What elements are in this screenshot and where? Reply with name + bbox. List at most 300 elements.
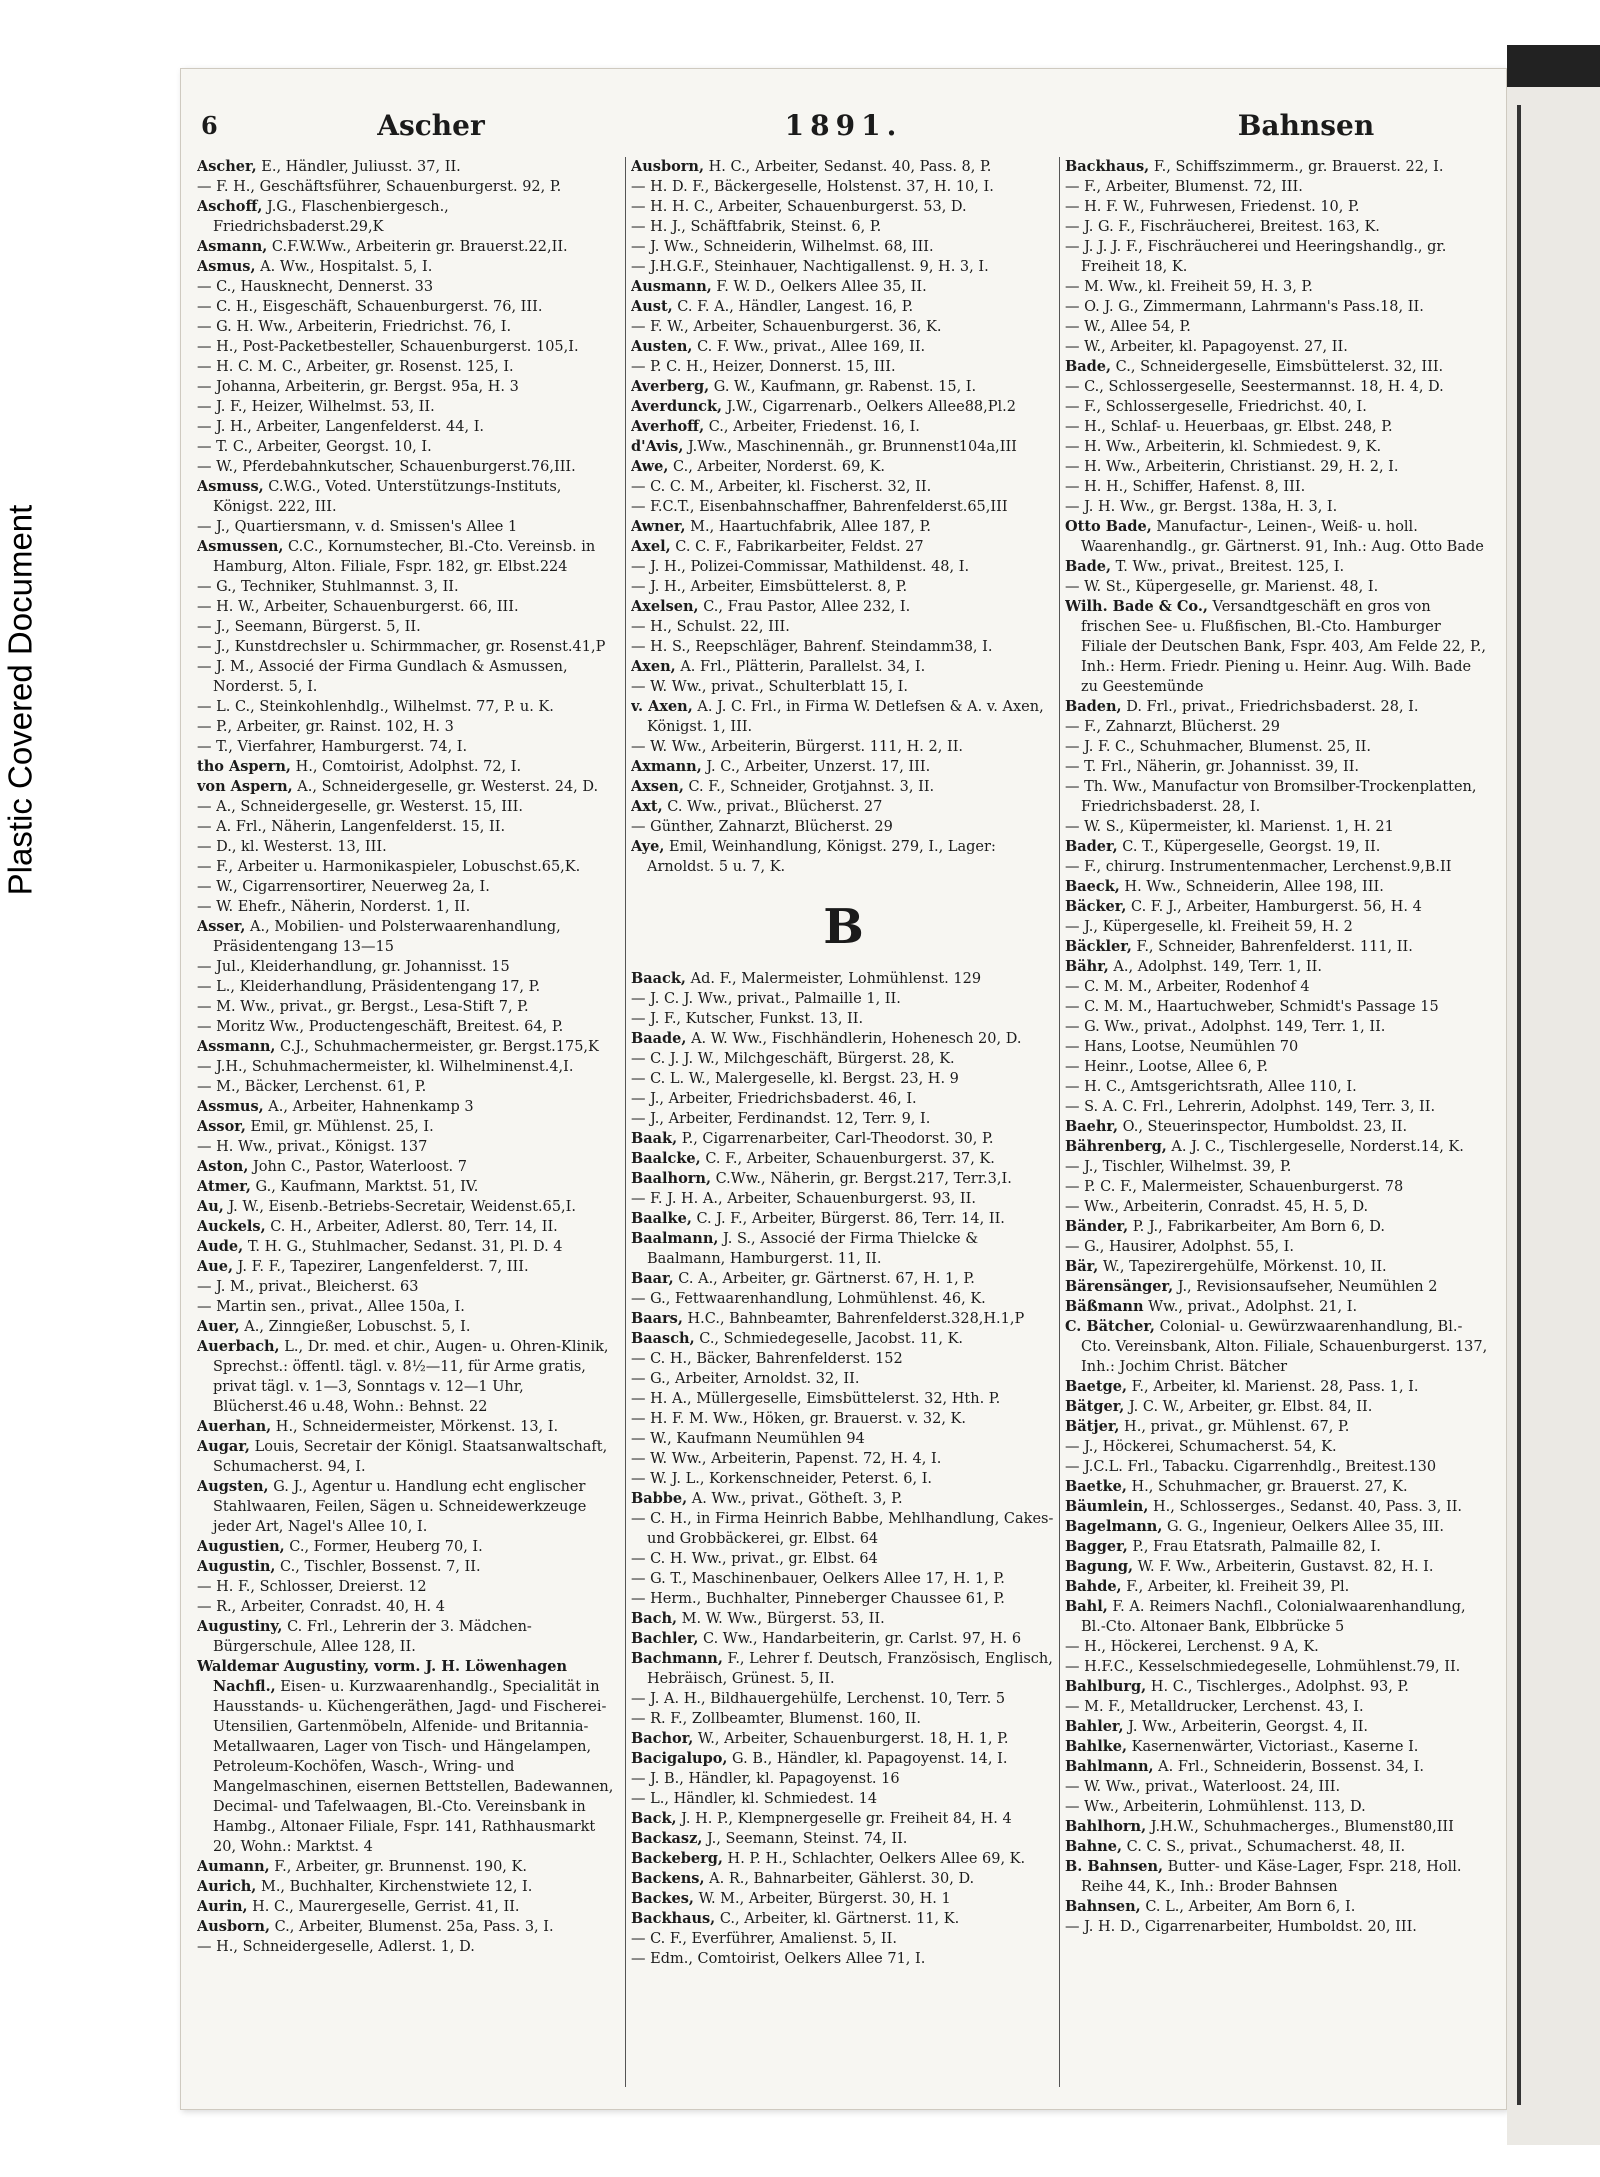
entry-details: C., Arbeiter, Blumenst. 25a, Pass. 3, I.: [270, 1919, 554, 1935]
entry-details: — J.H.G.F., Steinhauer, Nachtigallenst. 9, H. 3, I.: [631, 259, 989, 275]
entry-details: — C. M. M., Haartuchweber, Schmidt's Passage 15: [1065, 999, 1439, 1015]
directory-entry: [631, 1869, 1056, 1889]
entry-details: — H. F., Schlosser, Dreierst. 12: [197, 1579, 427, 1595]
entry-details: — H. D. F., Bäckergeselle, Holstenst. 37, H. 10, I.: [631, 179, 994, 195]
entry-surname: Awe,: [631, 458, 669, 475]
directory-entry: [631, 737, 1056, 757]
directory-entry: [631, 157, 1056, 177]
entry-details: C. Frl., Lehrerin der 3. Mädchen-Bürgerschule, Allee 128, II.: [213, 1619, 532, 1655]
directory-entry: [1065, 997, 1490, 1017]
entry-details: P., Cigarrenarbeiter, Carl-Theodorst. 30, P.: [677, 1131, 994, 1147]
entry-surname: Augustiny,: [197, 1618, 283, 1635]
entry-details: — W. Ww., privat., Schulterblatt 15, I.: [631, 679, 909, 695]
directory-entry: [197, 977, 622, 997]
directory-entry: [631, 177, 1056, 197]
directory-entry: [1065, 1237, 1490, 1257]
year-heading: 1891.: [784, 109, 903, 142]
directory-entry: [1065, 337, 1490, 357]
entry-details: — M. F., Metalldrucker, Lerchenst. 43, I.: [1065, 1699, 1364, 1715]
entry-details: — Martin sen., privat., Allee 150a, I.: [197, 1299, 465, 1315]
entry-details: — C. H., Eisgeschäft, Schauenburgerst. 76, III.: [197, 299, 543, 315]
directory-entry: [1065, 1117, 1490, 1137]
directory-entry: [197, 1057, 622, 1077]
entry-details: — H. C., Amtsgerichtsrath, Allee 110, I.: [1065, 1079, 1357, 1095]
directory-entry: [631, 1729, 1056, 1749]
entry-details: — H.F.C., Kesselschmiedegeselle, Lohmühlenst.79, II.: [1065, 1659, 1461, 1675]
directory-entry: [1065, 357, 1490, 377]
directory-entry: [631, 1369, 1056, 1389]
directory-entry: [1065, 1737, 1490, 1757]
directory-entry: [1065, 497, 1490, 517]
entry-surname: Axelsen,: [631, 598, 699, 615]
right-catchword: Bahnsen: [1237, 109, 1375, 142]
directory-entry: [1065, 1457, 1490, 1477]
entry-details: C., Schmiedegeselle, Jacobst. 11, K.: [694, 1331, 964, 1347]
entry-details: — J., Höckerei, Schumacherst. 54, K.: [1065, 1439, 1337, 1455]
entry-details: — A. Frl., Näherin, Langenfelderst. 15, II.: [197, 819, 506, 835]
entry-details: C. Ww., privat., Blücherst. 27: [662, 799, 883, 815]
entry-details: P. J., Fabrikarbeiter, Am Born 6, D.: [1128, 1219, 1386, 1235]
directory-entry: [1065, 717, 1490, 737]
entry-details: — H. Ww., privat., Königst. 137: [197, 1139, 428, 1155]
entry-details: — W. S., Küpermeister, kl. Marienst. 1, H. 21: [1065, 819, 1394, 835]
entry-surname: Asmann,: [197, 238, 268, 255]
directory-entry: [197, 1917, 622, 1937]
directory-entry: [197, 1937, 622, 1957]
directory-entry: [197, 1017, 622, 1037]
entry-surname: Ausborn,: [197, 1918, 270, 1935]
directory-entry: [631, 217, 1056, 237]
directory-entry: [1065, 577, 1490, 597]
directory-entry: [197, 857, 622, 877]
directory-entry: [1065, 817, 1490, 837]
directory-entry: [197, 257, 622, 277]
entry-details: — M., Bäcker, Lerchenst. 61, P.: [197, 1079, 427, 1095]
directory-entry: [1065, 1397, 1490, 1417]
entry-details: A., Schneidergeselle, gr. Westerst. 24, D.: [292, 779, 599, 795]
entry-details: F. W. D., Oelkers Allee 35, II.: [711, 279, 927, 295]
entry-details: — O. J. G., Zimmermann, Lahrmann's Pass.18, II.: [1065, 299, 1424, 315]
entry-surname: Baade,: [631, 1030, 687, 1047]
entry-surname: Baalhorn,: [631, 1170, 711, 1187]
directory-entry: [631, 1589, 1056, 1609]
entry-details: A. R., Bahnarbeiter, Gählerst. 30, D.: [704, 1871, 975, 1887]
adjacent-page-edge: [1507, 45, 1600, 2145]
entry-details: — J., Arbeiter, Friedrichsbaderst. 46, I.: [631, 1091, 917, 1107]
directory-entry: [197, 1597, 622, 1617]
entry-surname: Bade,: [1065, 558, 1112, 575]
entry-surname: Asser,: [197, 918, 246, 935]
entry-details: — J. J. J. F., Fischräucherei und Heeringshandlg., gr. Freiheit 18, K.: [1065, 239, 1447, 275]
directory-entry: [197, 577, 622, 597]
directory-entry: [631, 1849, 1056, 1869]
entry-surname: Awner,: [631, 518, 686, 535]
directory-entry: [197, 657, 622, 697]
directory-entry: [631, 237, 1056, 257]
entry-details: — F., Zahnarzt, Blücherst. 29: [1065, 719, 1280, 735]
entry-details: J. W., Eisenb.-Betriebs-Secretair, Weidenst.65,I.: [223, 1199, 576, 1215]
directory-entry: [631, 417, 1056, 437]
entry-surname: Ascher,: [197, 158, 257, 175]
entry-details: H., Comtoirist, Adolphst. 72, I.: [290, 759, 522, 775]
entry-surname: Backhaus,: [631, 1910, 716, 1927]
column-1: [197, 157, 622, 2097]
entry-details: Butter- und Käse-Lager, Fspr. 218, Holl. Reihe 44, K., Inh.: Broder Bahnsen: [1081, 1859, 1462, 1895]
entry-details: — G. H. Ww., Arbeiterin, Friedrichst. 76, I.: [197, 319, 512, 335]
directory-entry: [631, 837, 1056, 877]
directory-entry: [197, 1037, 622, 1057]
entry-surname: Assor,: [197, 1118, 246, 1135]
directory-entry: [631, 637, 1056, 657]
entry-details: H. C., Maurergeselle, Gerrist. 41, II.: [247, 1899, 520, 1915]
entry-surname: Waldemar Augustiny, vorm. J. H. Löwenhagen Nachfl.,: [197, 1658, 567, 1695]
column-3: [1065, 157, 1490, 2097]
directory-entry: [631, 437, 1056, 457]
directory-entry: [1065, 557, 1490, 577]
entry-details: — C. C. M., Arbeiter, kl. Fischerst. 32, II.: [631, 479, 932, 495]
column-rule-1: [625, 157, 626, 2087]
entry-details: — Heinr., Lootse, Allee 6, P.: [1065, 1059, 1269, 1075]
entry-details: — J., Arbeiter, Ferdinandst. 12, Terr. 9, I.: [631, 1111, 931, 1127]
entry-details: — C. M. M., Arbeiter, Rodenhof 4: [1065, 979, 1310, 995]
entry-surname: Augustien,: [197, 1538, 285, 1555]
entry-details: J. H. P., Klempnergeselle gr. Freiheit 84, H. 4: [676, 1811, 1012, 1827]
directory-entry: [197, 1557, 622, 1577]
entry-details: — W. Ehefr., Näherin, Norderst. 1, II.: [197, 899, 471, 915]
directory-entry: [197, 1897, 622, 1917]
directory-entry: [631, 1109, 1056, 1129]
directory-entry: [197, 477, 622, 517]
entry-details: M., Buchhalter, Kirchenstwiete 12, I.: [256, 1879, 533, 1895]
column-rule-2: [1059, 157, 1060, 2087]
directory-entry: [1065, 897, 1490, 917]
directory-entry: [197, 237, 622, 257]
entry-details: — Edm., Comtoirist, Oelkers Allee 71, I.: [631, 1951, 926, 1967]
entry-details: — W., Kaufmann Neumühlen 94: [631, 1431, 865, 1447]
entry-details: — J. Ww., Schneiderin, Wilhelmst. 68, III.: [631, 239, 934, 255]
entry-details: — C. H. Ww., privat., gr. Elbst. 64: [631, 1551, 878, 1567]
directory-entry: [197, 597, 622, 617]
entry-details: C., Schneidergeselle, Eimsbüttelerst. 32, III.: [1111, 359, 1444, 375]
directory-entry: [197, 277, 622, 297]
directory-entry: [197, 1257, 622, 1277]
directory-entry: [197, 1337, 622, 1417]
entry-surname: Aumann,: [197, 1858, 270, 1875]
entry-surname: Baak,: [631, 1130, 678, 1147]
entry-details: P., Frau Etatsrath, Palmaille 82, I.: [1127, 1539, 1381, 1555]
entry-surname: Backens,: [631, 1870, 705, 1887]
entry-details: — C. H., in Firma Heinrich Babbe, Mehlhandlung, Cakes- und Grobbäckerei, gr. Elbst. 64: [631, 1511, 1054, 1547]
directory-entry: [631, 1329, 1056, 1349]
entry-details: C. F. Ww., privat., Allee 169, II.: [692, 339, 926, 355]
directory-entry: [631, 1949, 1056, 1969]
directory-entry: [197, 1117, 622, 1137]
entry-details: — F. J. H. A., Arbeiter, Schauenburgerst. 93, II.: [631, 1191, 976, 1207]
directory-entry: [631, 1769, 1056, 1789]
directory-entry: [631, 397, 1056, 417]
directory-entry: [1065, 1637, 1490, 1657]
directory-entry: [197, 1417, 622, 1437]
entry-details: — F.C.T., Eisenbahnschaffner, Bahrenfelderst.65,III: [631, 499, 1008, 515]
entry-details: — W. St., Küpergeselle, gr. Marienst. 48, I.: [1065, 579, 1379, 595]
side-label: [0, 420, 40, 980]
directory-entry: [1065, 1077, 1490, 1097]
directory-entry: [1065, 1317, 1490, 1377]
entry-surname: Auer,: [197, 1318, 240, 1335]
directory-entry: [1065, 937, 1490, 957]
directory-entry: [197, 517, 622, 537]
entry-details: W. M., Arbeiter, Bürgerst. 30, H. 1: [693, 1891, 951, 1907]
directory-entry: [631, 1089, 1056, 1109]
entry-details: T. Ww., privat., Breitest. 125, I.: [1111, 559, 1345, 575]
directory-entry: [197, 317, 622, 337]
directory-entry: [1065, 417, 1490, 437]
entry-details: C. F., Arbeiter, Schauenburgerst. 37, K.: [700, 1151, 995, 1167]
entry-surname: Bäumlein,: [1065, 1498, 1149, 1515]
entry-details: C. F. J., Arbeiter, Hamburgerst. 56, H. 4: [1126, 899, 1422, 915]
directory-entry: [631, 277, 1056, 297]
directory-entry: [1065, 397, 1490, 417]
directory-entry: [1065, 277, 1490, 297]
directory-entry: [631, 1689, 1056, 1709]
entry-details: Ww., privat., Adolphst. 21, I.: [1143, 1299, 1358, 1315]
entry-details: — H., Post-Packetbesteller, Schauenburgerst. 105,I.: [197, 339, 579, 355]
entry-details: — L. C., Steinkohlenhdlg., Wilhelmst. 77, P. u. K.: [197, 699, 554, 715]
directory-entry: [1065, 477, 1490, 497]
directory-entry: [197, 177, 622, 197]
directory-entry: [631, 377, 1056, 397]
entry-details: — F. W., Arbeiter, Schauenburgerst. 36, K.: [631, 319, 942, 335]
entry-details: — R., Arbeiter, Conradst. 40, H. 4: [197, 1599, 445, 1615]
entry-surname: Backhaus,: [1065, 158, 1150, 175]
directory-entry: [1065, 1197, 1490, 1217]
directory-entry: [1065, 1257, 1490, 1277]
directory-entry: [631, 1829, 1056, 1849]
entry-details: — H. Ww., Arbeiterin, Christianst. 29, H. 2, I.: [1065, 459, 1399, 475]
directory-entry: [631, 1789, 1056, 1809]
entry-surname: B. Bahnsen,: [1065, 1858, 1164, 1875]
entry-details: — F., Arbeiter, Blumenst. 72, III.: [1065, 179, 1303, 195]
entry-surname: Baack,: [631, 970, 686, 987]
directory-entry: [631, 457, 1056, 477]
directory-entry: [197, 777, 622, 797]
directory-entry: [631, 1029, 1056, 1049]
directory-entry: [631, 1049, 1056, 1069]
entry-details: — G. Ww., privat., Adolphst. 149, Terr. 1, II.: [1065, 1019, 1386, 1035]
directory-entry: [1065, 1777, 1490, 1797]
directory-entry: [631, 1909, 1056, 1929]
directory-entry: [197, 1217, 622, 1237]
directory-entry: [197, 437, 622, 457]
entry-surname: Ausmann,: [631, 278, 712, 295]
entry-details: H. C., Arbeiter, Sedanst. 40, Pass. 8, P.: [704, 159, 992, 175]
entry-surname: Aurich,: [197, 1878, 257, 1895]
entry-details: J. S., Associé der Firma Thielcke & Baalmann, Hamburgerst. 11, II.: [647, 1231, 979, 1267]
directory-entry: [1065, 697, 1490, 717]
entry-details: — J. B., Händler, kl. Papagoyenst. 16: [631, 1771, 900, 1787]
entry-surname: Austen,: [631, 338, 693, 355]
entry-surname: Bachler,: [631, 1630, 699, 1647]
directory-entry: [197, 357, 622, 377]
entry-details: H. C., Tischlerges., Adolphst. 93, P.: [1146, 1679, 1409, 1695]
entry-details: — J. A. H., Bildhauergehülfe, Lerchenst. 10, Terr. 5: [631, 1691, 1006, 1707]
entry-details: C. H., Arbeiter, Adlerst. 80, Terr. 14, II.: [265, 1219, 558, 1235]
directory-entry: [1065, 1497, 1490, 1517]
entry-surname: Aude,: [197, 1238, 244, 1255]
entry-details: — J. M., privat., Bleicherst. 63: [197, 1279, 419, 1295]
entry-details: — W., Allee 54, P.: [1065, 319, 1191, 335]
directory-entry: [197, 1317, 622, 1337]
entry-surname: Baalke,: [631, 1210, 692, 1227]
entry-surname: Assmann,: [197, 1038, 276, 1055]
entry-details: A. J. C., Tischlergeselle, Norderst.14, K.: [1166, 1139, 1464, 1155]
directory-entry: [1065, 1577, 1490, 1597]
directory-entry: [631, 1289, 1056, 1309]
entry-surname: Augsten,: [197, 1478, 269, 1495]
entry-details: — W., Pferdebahnkutscher, Schauenburgerst.76,III.: [197, 459, 576, 475]
directory-entry: [631, 297, 1056, 317]
entry-details: — W. Ww., Arbeiterin, Bürgerst. 111, H. 2, II.: [631, 739, 964, 755]
directory-entry: [197, 417, 622, 437]
entry-surname: Bade,: [1065, 358, 1112, 375]
directory-entry: [631, 257, 1056, 277]
directory-entry: [197, 397, 622, 417]
directory-entry: [1065, 857, 1490, 877]
directory-entry: [197, 817, 622, 837]
entry-details: — C. H., Bäcker, Bahrenfelderst. 152: [631, 1351, 903, 1367]
directory-entry: [1065, 1137, 1490, 1157]
entry-details: C. A., Arbeiter, gr. Gärtnerst. 67, H. 1, P.: [673, 1271, 975, 1287]
entry-details: F., Arbeiter, gr. Brunnenst. 190, K.: [269, 1859, 527, 1875]
entry-surname: C. Bätcher,: [1065, 1318, 1155, 1335]
entry-surname: Babbe,: [631, 1490, 688, 1507]
entry-surname: Bagelmann,: [1065, 1518, 1163, 1535]
entry-details: G. J., Agentur u. Handlung echt englischer Stahlwaaren, Feilen, Sägen u. Schneidewerkzeuge jeder Art, Nagel's Allee 10, I.: [213, 1479, 587, 1535]
entry-details: — M. Ww., kl. Freiheit 59, H. 3, P.: [1065, 279, 1313, 295]
directory-entry: [631, 1349, 1056, 1369]
directory-entry: [631, 1169, 1056, 1189]
directory-entry: [1065, 597, 1490, 697]
entry-details: A., Zinngießer, Lobuschst. 5, I.: [239, 1319, 471, 1335]
directory-entry: [1065, 297, 1490, 317]
entry-surname: Bäßmann: [1065, 1298, 1144, 1315]
directory-entry: [197, 617, 622, 637]
entry-details: J., Seemann, Steinst. 74, II.: [702, 1831, 908, 1847]
entry-details: — D., kl. Westerst. 13, III.: [197, 839, 387, 855]
entry-details: J. Ww., Arbeiterin, Georgst. 4, II.: [1123, 1719, 1369, 1735]
entry-details: J.W., Cigarrenarb., Oelkers Allee88,Pl.2: [722, 399, 1016, 415]
directory-entry: [1065, 977, 1490, 997]
entry-details: — J. H. D., Cigarrenarbeiter, Humboldst. 20, III.: [1065, 1919, 1417, 1935]
entry-details: — J. M., Associé der Firma Gundlach & Asmussen, Norderst. 5, I.: [197, 659, 568, 695]
directory-entry: [197, 917, 622, 957]
entry-surname: Bachor,: [631, 1730, 694, 1747]
entry-surname: Baalmann,: [631, 1230, 719, 1247]
entry-details: A. W. Ww., Fischhändlerin, Hohenesch 20, D.: [686, 1031, 1022, 1047]
entry-details: — H., Schneidergeselle, Adlerst. 1, D.: [197, 1939, 475, 1955]
entry-details: C. T., Küpergeselle, Georgst. 19, II.: [1117, 839, 1381, 855]
directory-entry: [631, 1889, 1056, 1909]
entry-surname: Bahlhorn,: [1065, 1818, 1147, 1835]
entry-details: G. G., Ingenieur, Oelkers Allee 35, III.: [1162, 1519, 1445, 1535]
entry-surname: Bahlmann,: [1065, 1758, 1154, 1775]
entry-surname: Augustin,: [197, 1558, 276, 1575]
entry-surname: Aue,: [197, 1258, 234, 1275]
page-number: 6: [201, 111, 218, 140]
entry-surname: Axmann,: [631, 758, 702, 775]
directory-entry: [631, 1309, 1056, 1329]
directory-entry: [197, 377, 622, 397]
entry-surname: Au,: [197, 1198, 224, 1215]
directory-entry: [1065, 1097, 1490, 1117]
directory-entry: [631, 1269, 1056, 1289]
entry-details: — H., Schulst. 22, III.: [631, 619, 790, 635]
entry-details: H., Schneidermeister, Mörkenst. 13, I.: [271, 1419, 559, 1435]
side-label-text: Plastic Covered Document: [1, 504, 39, 896]
directory-entry: [197, 457, 622, 477]
entry-details: A. Frl., Schneiderin, Bossenst. 34, I.: [1153, 1759, 1424, 1775]
directory-entry: [631, 1149, 1056, 1169]
entry-details: A., Mobilien- und Polsterwaarenhandlung, Präsidentengang 13—15: [213, 919, 561, 955]
directory-entry: [1065, 177, 1490, 197]
entry-details: Colonial- u. Gewürzwaarenhandlung, Bl.-Cto. Vereinsbank, Alton. Filiale, Schauenburgerst. 137, Inh.: Jochim Christ. Bätcher: [1081, 1319, 1488, 1375]
entry-details: G. B., Händler, kl. Papagoyenst. 14, I.: [727, 1751, 1008, 1767]
entry-surname: Baetge,: [1065, 1378, 1127, 1395]
directory-entry: [631, 477, 1056, 497]
entry-details: Manufactur-, Leinen-, Weiß- u. holl. Waarenhandlg., gr. Gärtnerst. 91, Inh.: Aug. Otto Bade: [1081, 519, 1484, 555]
entry-surname: Aye,: [631, 838, 665, 855]
running-head: [201, 107, 1486, 147]
directory-entry: [1065, 737, 1490, 757]
entry-details: — Th. Ww., Manufactur von Bromsilber-Trockenplatten, Friedrichsbaderst. 28, I.: [1065, 779, 1477, 815]
entry-surname: Auerbach,: [197, 1338, 280, 1355]
entry-details: — R. F., Zollbeamter, Blumenst. 160, II.: [631, 1711, 921, 1727]
entry-surname: Axsen,: [631, 778, 684, 795]
directory-entry: [197, 877, 622, 897]
entry-details: A. J. C. Frl., in Firma W. Detlefsen & A. v. Axen, Königst. 1, III.: [647, 699, 1044, 735]
directory-entry: [197, 797, 622, 817]
directory-entry: [631, 597, 1056, 617]
entry-details: — J. G. F., Fischräucherei, Breitest. 163, K.: [1065, 219, 1380, 235]
directory-entry: [631, 1429, 1056, 1449]
entry-details: — Johanna, Arbeiterin, gr. Bergst. 95a, H. 3: [197, 379, 519, 395]
entry-surname: Augar,: [197, 1438, 250, 1455]
entry-details: C. L., Arbeiter, Am Born 6, I.: [1140, 1899, 1356, 1915]
entry-details: W., Tapezirergehülfe, Mörkenst. 10, II.: [1098, 1259, 1387, 1275]
directory-entry: [1065, 1917, 1490, 1937]
entry-details: — W. Ww., privat., Waterloost. 24, III.: [1065, 1779, 1341, 1795]
entry-details: C., Former, Heuberg 70, I.: [284, 1539, 483, 1555]
directory-entry: [197, 1857, 622, 1877]
entry-details: — Ww., Arbeiterin, Conradst. 45, H. 5, D.: [1065, 1199, 1369, 1215]
entry-surname: Bahler,: [1065, 1718, 1124, 1735]
entry-surname: d'Avis,: [631, 438, 684, 455]
directory-entry: [1065, 1217, 1490, 1237]
entry-details: D. Frl., privat., Friedrichsbaderst. 28, I.: [1121, 699, 1419, 715]
entry-details: H. P. H., Schlachter, Oelkers Allee 69, K.: [722, 1851, 1026, 1867]
entry-surname: Bähr,: [1065, 958, 1109, 975]
entry-details: C., Frau Pastor, Allee 232, I.: [698, 599, 911, 615]
entry-surname: Axel,: [631, 538, 671, 555]
directory-entry: [1065, 1817, 1490, 1837]
entry-details: — G., Fettwaarenhandlung, Lohmühlenst. 46, K.: [631, 1291, 986, 1307]
directory-entry: [1065, 1057, 1490, 1077]
entry-details: — F., Arbeiter u. Harmonikaspieler, Lobuschst.65,K.: [197, 859, 581, 875]
entry-surname: Backeberg,: [631, 1850, 723, 1867]
directory-entry: [1065, 1537, 1490, 1557]
entry-details: — Hans, Lootse, Neumühlen 70: [1065, 1039, 1299, 1055]
entry-details: C.C., Kornumstecher, Bl.-Cto. Vereinsb. in Hamburg, Alton. Filiale, Fspr. 182, gr. Elbst.224: [213, 539, 596, 575]
